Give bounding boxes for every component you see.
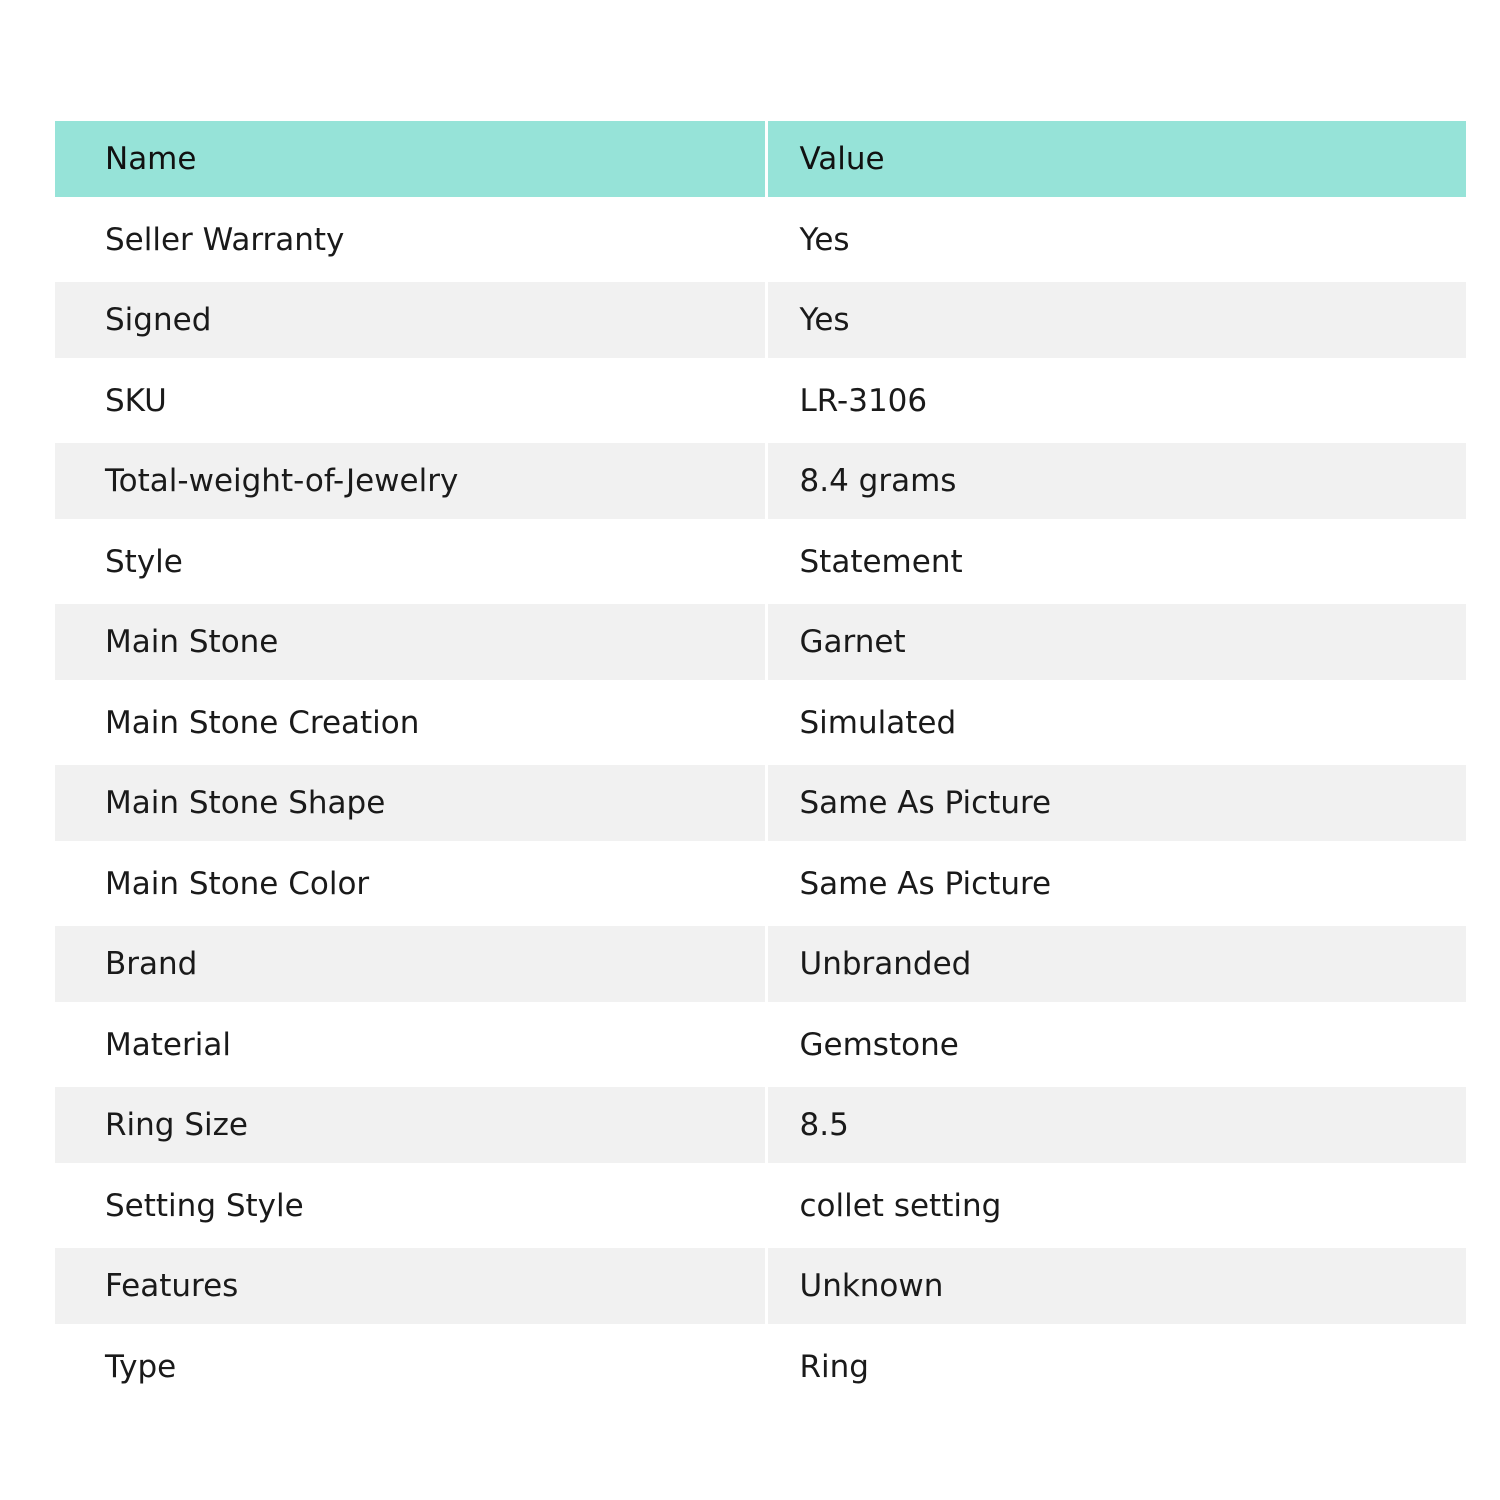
row-name: Main Stone xyxy=(55,604,766,680)
header-name: Name xyxy=(55,121,766,197)
row-value: Ring xyxy=(766,1324,1466,1409)
row-name: Ring Size xyxy=(55,1087,766,1163)
row-name: Main Stone Color xyxy=(55,841,766,926)
row-name: Total-weight-of-Jewelry xyxy=(55,443,766,519)
row-value: Unbranded xyxy=(766,926,1466,1002)
table-body xyxy=(55,197,1466,1409)
row-name: Seller Warranty xyxy=(55,197,766,282)
row-value: 8.5 xyxy=(766,1087,1466,1163)
table-row xyxy=(55,282,1466,358)
table-row xyxy=(55,841,1466,926)
table-row xyxy=(55,197,1466,282)
table-row xyxy=(55,1087,1466,1163)
row-value: Same As Picture xyxy=(766,841,1466,926)
row-name: Material xyxy=(55,1002,766,1087)
row-name: Type xyxy=(55,1324,766,1409)
table-header xyxy=(55,121,1466,197)
table-row xyxy=(55,358,1466,443)
table-row xyxy=(55,604,1466,680)
row-value: Unknown xyxy=(766,1248,1466,1324)
table-row xyxy=(55,1324,1466,1409)
row-value: Yes xyxy=(766,197,1466,282)
table-row xyxy=(55,519,1466,604)
row-name: Main Stone Shape xyxy=(55,765,766,841)
row-value: Simulated xyxy=(766,680,1466,765)
header-value: Value xyxy=(766,121,1466,197)
table-row xyxy=(55,1163,1466,1248)
row-value: LR-3106 xyxy=(766,358,1466,443)
table-row xyxy=(55,926,1466,1002)
header-row xyxy=(55,121,1466,197)
table-row xyxy=(55,1248,1466,1324)
row-name: Style xyxy=(55,519,766,604)
row-value: Gemstone xyxy=(766,1002,1466,1087)
row-value: Yes xyxy=(766,282,1466,358)
table-row xyxy=(55,765,1466,841)
table-row xyxy=(55,1002,1466,1087)
row-value: Statement xyxy=(766,519,1466,604)
row-value: 8.4 grams xyxy=(766,443,1466,519)
row-value: Same As Picture xyxy=(766,765,1466,841)
row-value: Garnet xyxy=(766,604,1466,680)
row-name: Setting Style xyxy=(55,1163,766,1248)
row-name: Main Stone Creation xyxy=(55,680,766,765)
row-name: Brand xyxy=(55,926,766,1002)
table-row xyxy=(55,680,1466,765)
specifications-table xyxy=(55,121,1466,1409)
row-value: collet setting xyxy=(766,1163,1466,1248)
table-row xyxy=(55,443,1466,519)
row-name: Features xyxy=(55,1248,766,1324)
row-name: SKU xyxy=(55,358,766,443)
row-name: Signed xyxy=(55,282,766,358)
